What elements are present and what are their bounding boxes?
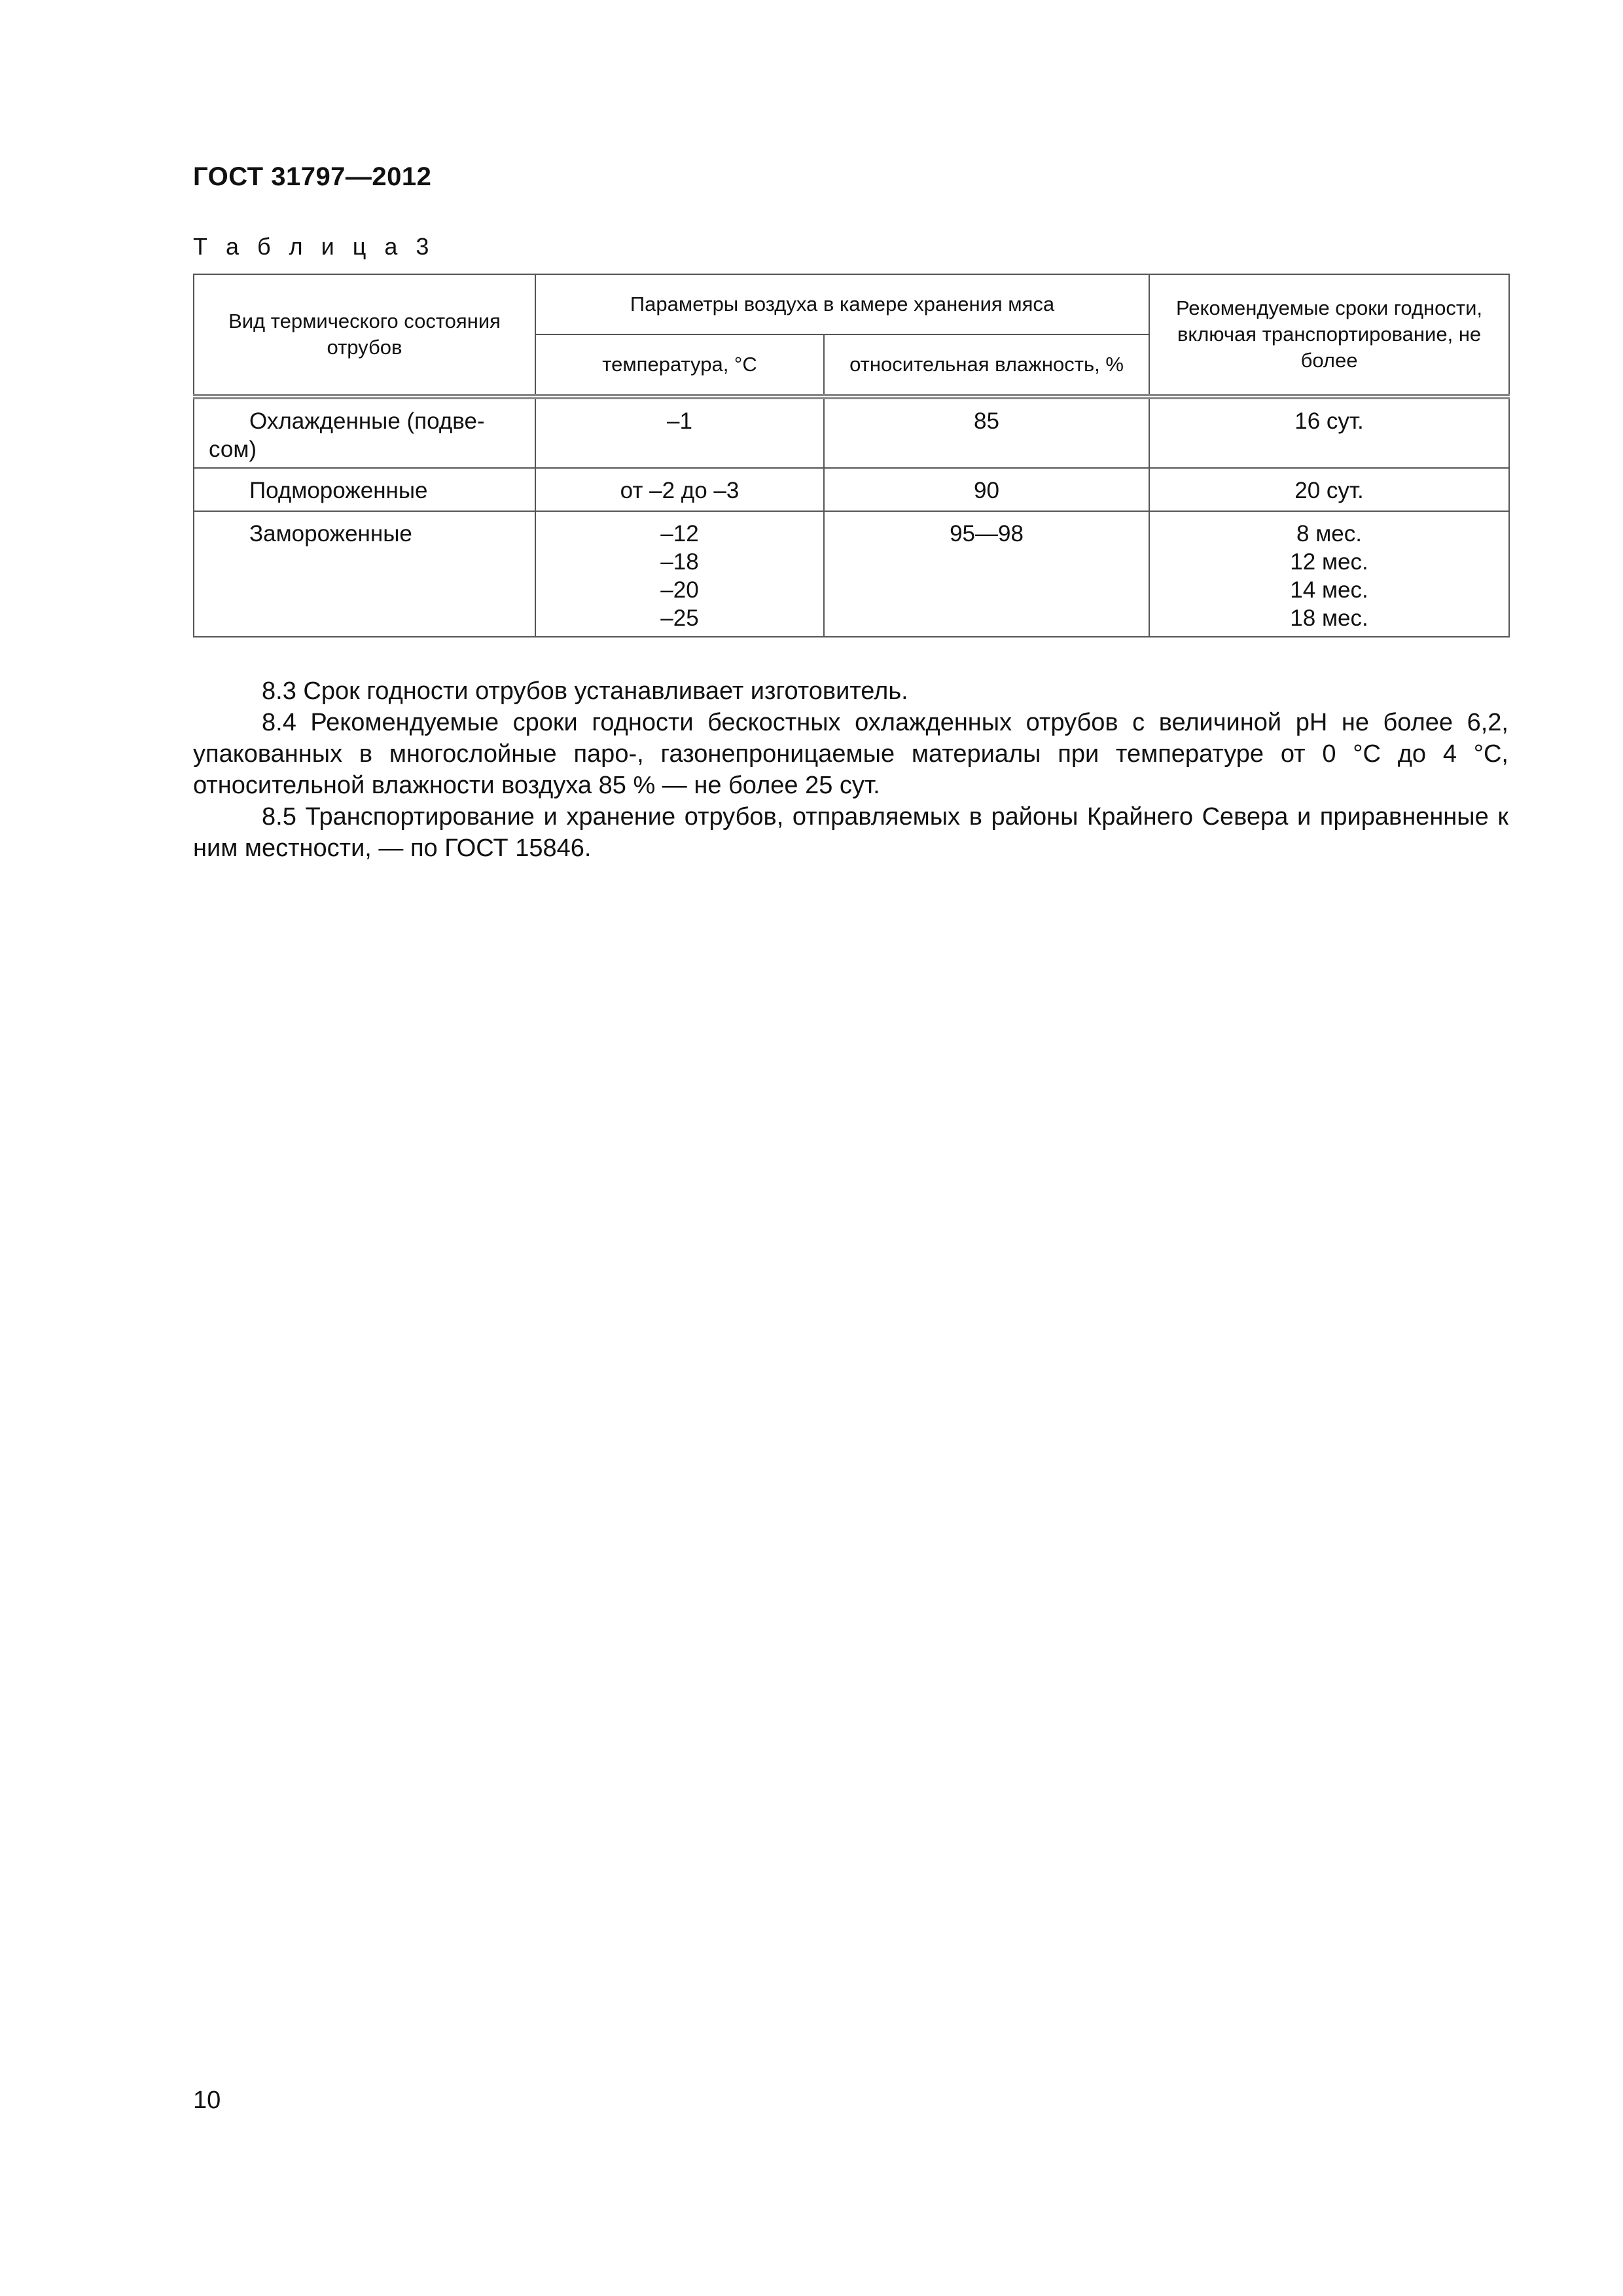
- cell-temperature: [535, 397, 824, 468]
- cell-state: Замороженные: [194, 511, 535, 637]
- cell-humidity: 90: [824, 468, 1149, 511]
- cell-temperature: [535, 468, 824, 511]
- paragraph-text: 8.5 Транспортирование и хранение отрубов, отправляемых в районы Крайнего Севера и приравненные к ним местности, — по ГОСТ 15846.: [193, 803, 1508, 862]
- cell-shelf-life: [1149, 397, 1509, 468]
- cell-state-line1: Охлажденные (подве-: [249, 408, 485, 434]
- cell-humidity: 95—98: [824, 511, 1149, 637]
- cell-temp-value: –12: [660, 521, 699, 547]
- cell-term-value: 20 сут.: [1294, 478, 1364, 503]
- cell-shelf-life: [1149, 511, 1509, 637]
- table-row: [194, 397, 1509, 468]
- col-header-humidity: относительная влажность, %: [824, 334, 1149, 397]
- table-row: [194, 468, 1509, 511]
- page-number: 10: [193, 2087, 221, 2114]
- paragraph-text: 8.4 Рекомендуемые сроки годности бескостных охлажденных отрубов с величиной pH не более 6,2, упакованных в многослойные паро-, газонепроницаемые материалы при температуре от 0 °С до 4 °С, относительной влажности воздуха 85 % — не более 25 сут.: [193, 709, 1508, 799]
- cell-term-value: 16 сут.: [1294, 408, 1364, 434]
- paragraph-8-4: [193, 707, 1508, 801]
- cell-shelf-life: [1149, 468, 1509, 511]
- col-header-state: Вид термического состояния отрубов: [194, 274, 535, 397]
- cell-term-value: 14 мес.: [1290, 577, 1368, 603]
- cell-temp-value: –20: [660, 577, 699, 603]
- col-header-air-params: Параметры воздуха в камере хранения мяса: [535, 274, 1149, 334]
- cell-humidity: 85: [824, 397, 1149, 468]
- cell-state: Подмороженные: [194, 468, 535, 511]
- cell-term-value: 18 мес.: [1290, 605, 1368, 631]
- col-header-temperature: температура, °С: [535, 334, 824, 397]
- paragraph-8-3: [193, 675, 1508, 707]
- cell-temp-value: от –2 до –3: [620, 478, 740, 503]
- paragraph-text: 8.3 Срок годности отрубов устанавливает изготовитель.: [262, 677, 908, 705]
- cell-temperature: [535, 511, 824, 637]
- cell-term-value: 12 мес.: [1290, 549, 1368, 575]
- table-caption: Т а б л и ц а 3: [193, 233, 435, 260]
- cell-state-line2: сом): [209, 437, 257, 462]
- document-header: ГОСТ 31797—2012: [193, 162, 432, 191]
- cell-temp-value: –18: [660, 549, 699, 575]
- cell-temp-value: –1: [667, 408, 692, 434]
- cell-temp-value: –25: [660, 605, 699, 631]
- col-header-shelf-life: Рекомендуемые сроки годности, включая транспортирование, не более: [1149, 274, 1509, 397]
- cell-state: [194, 397, 535, 468]
- table-row: [194, 511, 1509, 637]
- cell-term-value: 8 мес.: [1296, 521, 1362, 547]
- paragraph-8-5: [193, 801, 1508, 864]
- table-3: [193, 274, 1510, 637]
